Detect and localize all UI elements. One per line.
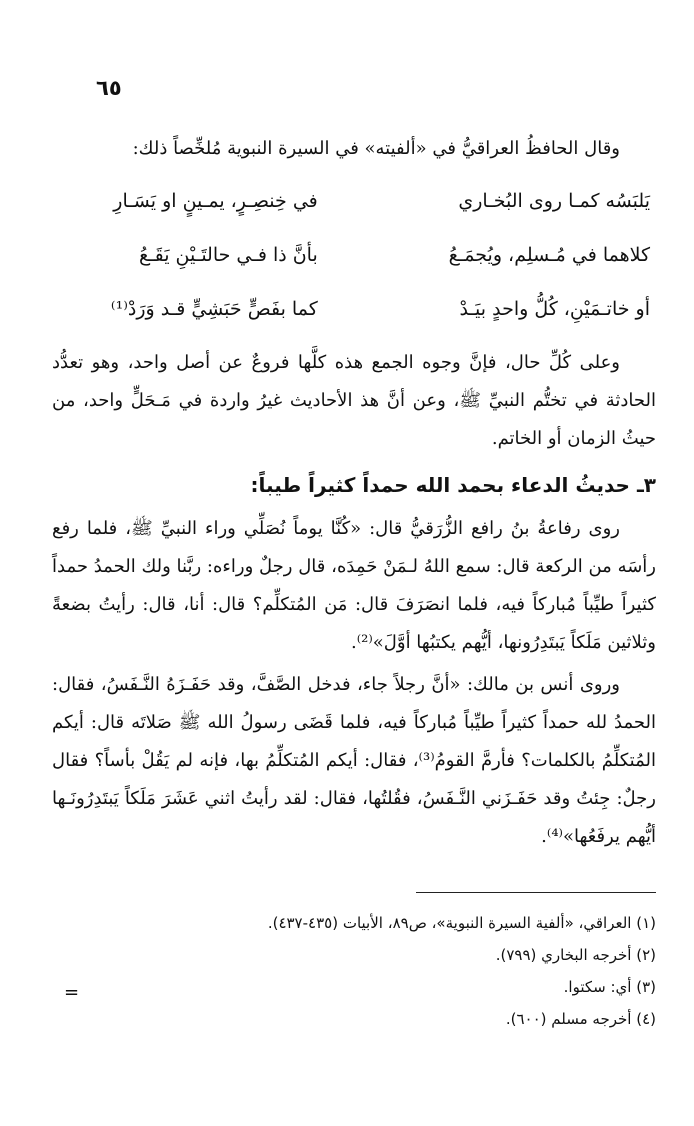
main-text xyxy=(52,130,656,860)
poem-verse-1 xyxy=(52,174,656,228)
verse-2-second-hemistich: بأنَّ ذا فـي حالتَـيْنِ يَقَـعُ xyxy=(138,244,318,266)
poem xyxy=(52,174,656,336)
footnote-4: (٤) أخرجه مسلم (٦٠٠). xyxy=(505,1010,656,1028)
verse-3-second-hemistich: كما بفَصٍّ حَبَشِيٍّ قـد وَرَدْ⁽¹⁾ xyxy=(110,298,318,320)
page-number: ٦٥ xyxy=(96,76,122,100)
poem-verse-2 xyxy=(52,228,656,282)
book-page xyxy=(52,0,656,1126)
paragraph-3: وروى أنس بن مالك: «أنَّ رجلاً جاء، فدخل الصَّفَّ، وقد حَفَـزَهُ النَّـفَسُ، فقال: الحمدُ لله حمداً كثيراً طيِّباً مُباركاً فيه، فلما قَضَى رسولُ الله ﷺ صَلاتَه قال: أيكم المُتكلِّمُ بالكلمات؟ فأرمَّ القومُ⁽³⁾، فقال: أيكم المُتكلِّمُ بها، فإنه لم يَقُلْ بأساً؟ فقال رجلٌ: جِئتُ وقد حَفَـزَني النَّـفَسُ، فقُلتُها، فقال: لقد رأيتُ اثني عَشَرَ مَلَكاً يَبتَدِرُونَـها أيُّهم يرفَعُها»⁽⁴⁾. xyxy=(52,674,656,847)
section-heading: ٣ـ حديثُ الدعاء بحمد الله حمداً كثيراً طيباً: xyxy=(250,473,656,497)
verse-1-second-hemistich: في خِنصِـرٍ، يمـينٍ او يَسَـارِ xyxy=(113,190,318,212)
paragraph-1: وعلى كُلِّ حال، فإنَّ وجوه الجمع هذه كلَّها فروعٌ عن أصل واحد، وهو تعدُّد الحادثة في تختُّم النبيِّ ﷺ، وعن أنَّ هذ الأحاديث غيرُ واردة في مَـحَلٍّ واحد، من حيثُ الزمان أو الخاتم. xyxy=(52,352,656,449)
footnotes xyxy=(52,892,656,1035)
continuation-mark: = xyxy=(64,982,80,1003)
verse-3-first-hemistich: أو خاتـمَيْنِ، كُلُّ واحدٍ بيَـدْ xyxy=(459,298,650,320)
verse-2-first-hemistich: كلاهما في مُـسلِم، ويُجمَـعُ xyxy=(448,244,650,266)
paragraph-2: روى رفاعةُ بنُ رافع الزُّرَقيُّ قال: «كُنَّا يوماً نُصَلِّي وراء النبيِّ ﷺ، فلما رفع رأسَه من الركعة قال: سمع اللهُ لـمَنْ حَمِدَه، قال رجلٌ وراءه: ربَّنا ولك الحمدُ حمداً كثيراً طيِّباً مُباركاً فيه، فلما انصَرَفَ قال: مَن المُتكلِّم؟ قال: أنا، قال: رأيتُ بضعةً وثلاثين مَلَكاً يَبتَدِرُونها، أيُّهم يكتبُها أوَّلَ»⁽²⁾. xyxy=(52,518,656,653)
poem-verse-3 xyxy=(52,282,656,336)
verse-1-first-hemistich: يَلبَسُه كمـا روى البُخـاري xyxy=(458,190,650,212)
footnote-2: (٢) أخرجه البخاري (٧٩٩). xyxy=(495,946,656,964)
footnote-1: (١) العراقي، «ألفية السيرة النبوية»، ص٨٩، الأبيات (٤٣٥-٤٣٧). xyxy=(267,914,656,932)
footnote-divider xyxy=(416,892,656,893)
intro-paragraph: وقال الحافظُ العراقيُّ في «ألفيته» في السيرة النبوية مُلخِّصاً ذلك: xyxy=(132,138,620,159)
footnote-3: (٣) أي: سكتوا. xyxy=(563,978,656,996)
